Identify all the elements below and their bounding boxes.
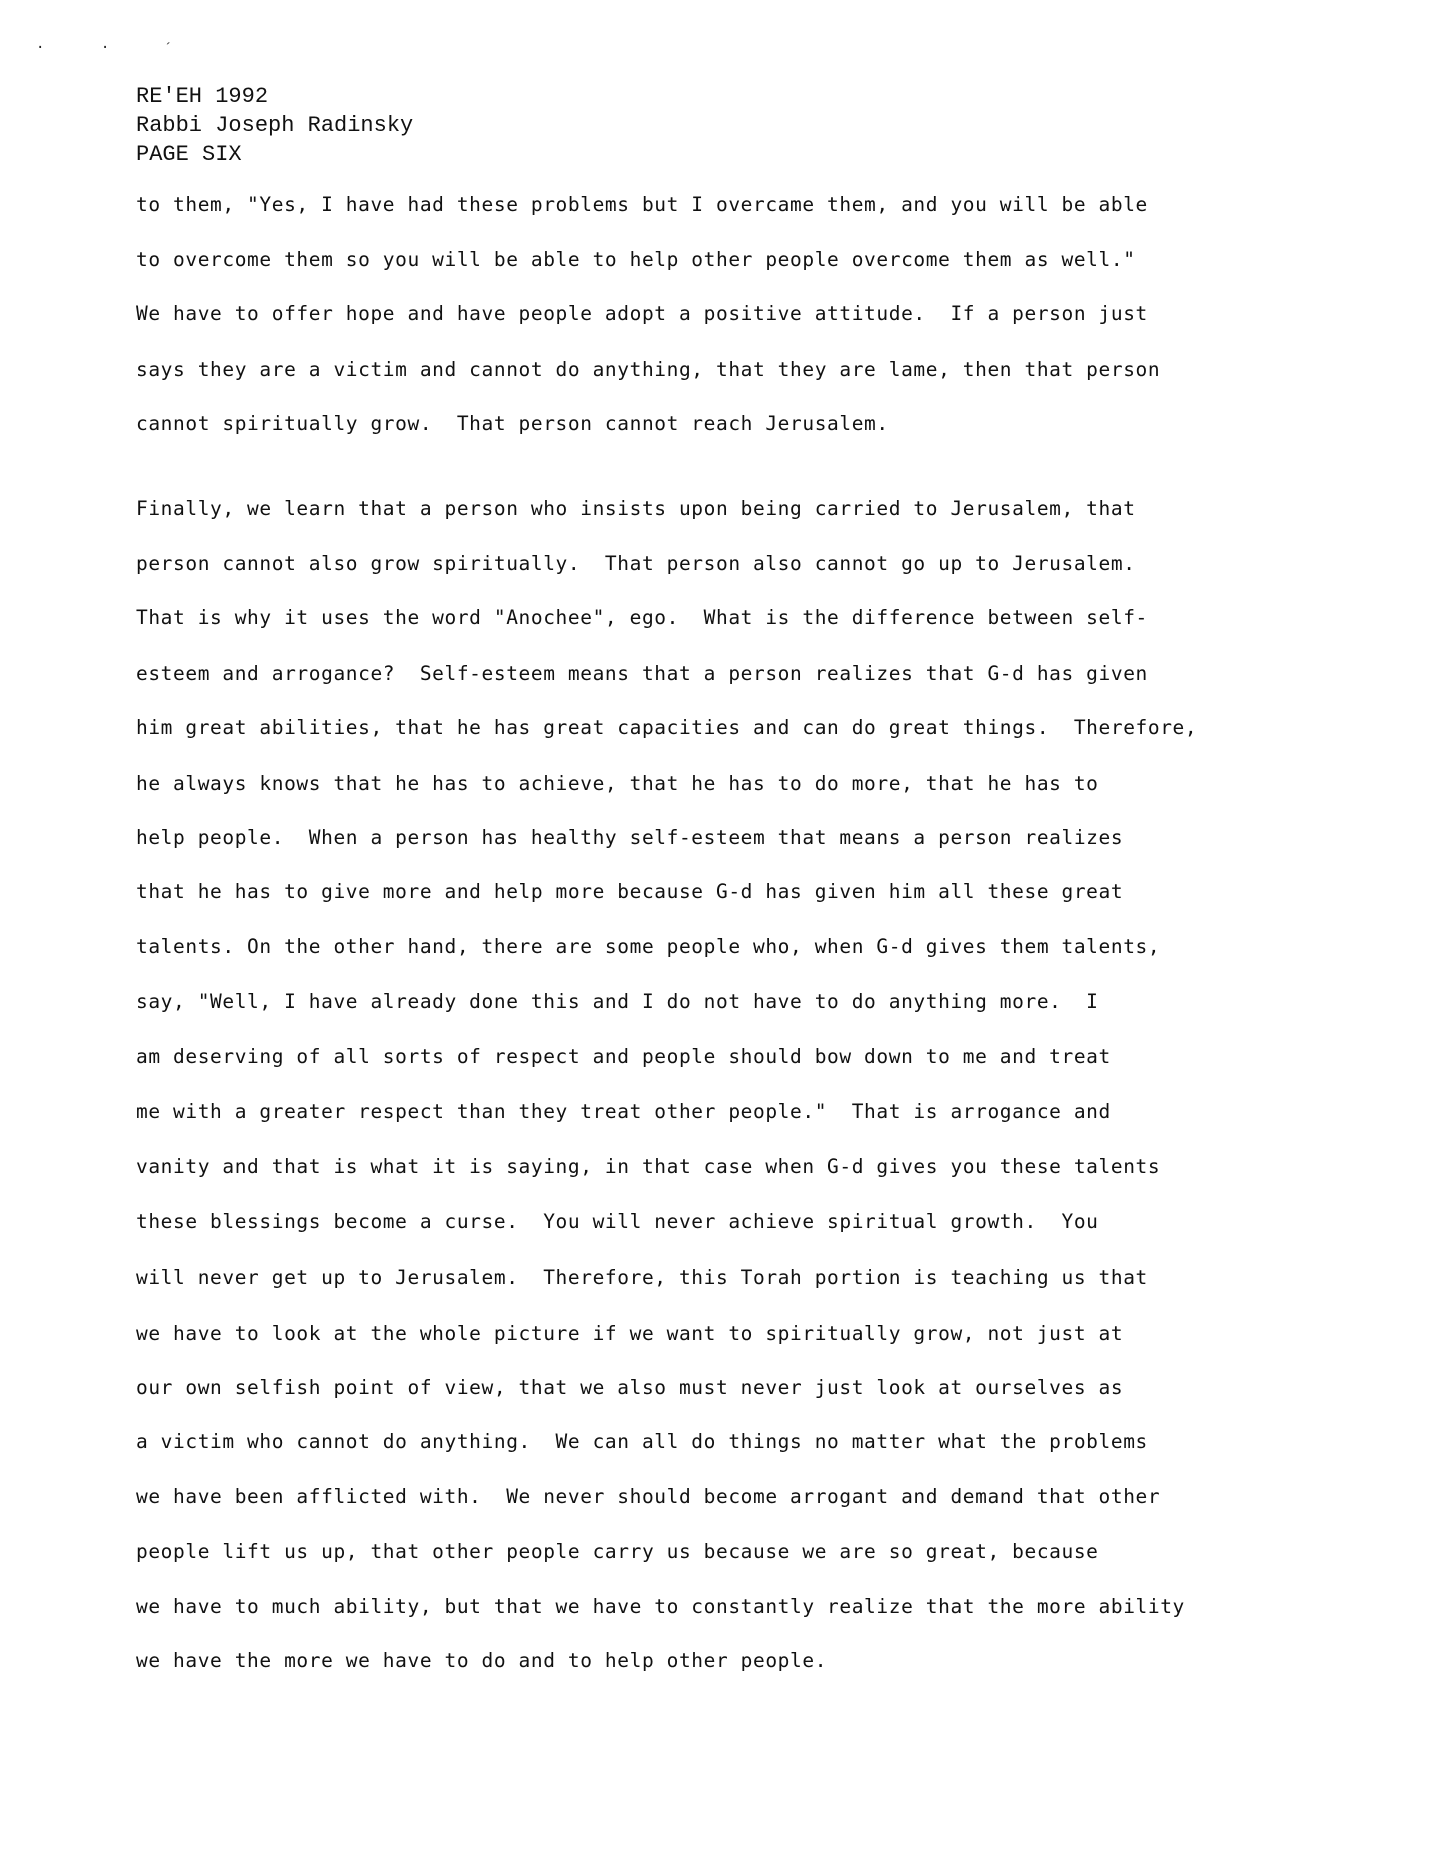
text-line: we have to much ability, but that we have to constantly realize that the more ability	[136, 1595, 1185, 1618]
text-line: to them, "Yes, I have had these problems but I overcame them, and you will be able	[136, 193, 1148, 216]
text-line: our own selfish point of view, that we also must never just look at ourselves as	[136, 1376, 1124, 1399]
text-line: am deserving of all sorts of respect and people should bow down to me and treat	[136, 1045, 1111, 1068]
text-line: people lift us up, that other people carry us because we are so great, because	[136, 1540, 1099, 1563]
text-line: Finally, we learn that a person who insists upon being carried to Jerusalem, that	[136, 497, 1136, 520]
document-header	[136, 82, 413, 169]
text-line: we have the more we have to do and to help other people.	[136, 1649, 828, 1672]
text-line: We have to offer hope and have people adopt a positive attitude. If a person just	[136, 302, 1148, 325]
text-line: vanity and that is what it is saying, in that case when G-d gives you these talents	[136, 1155, 1161, 1178]
text-line: that he has to give more and help more because G-d has given him all these great	[136, 880, 1124, 903]
text-line: to overcome them so you will be able to help other people overcome them as well."	[136, 248, 1136, 271]
header-author: Rabbi Joseph Radinsky	[136, 113, 414, 138]
text-line: him great abilities, that he has great capacities and can do great things. Therefore,	[136, 716, 1198, 739]
text-line: me with a greater respect than they treat other people." That is arrogance and	[136, 1100, 1111, 1123]
text-line: a victim who cannot do anything. We can all do things no matter what the problems	[136, 1430, 1148, 1453]
text-line: cannot spiritually grow. That person cannot reach Jerusalem.	[136, 412, 889, 435]
text-line: That is why it uses the word "Anochee", ego. What is the difference between self-	[136, 606, 1148, 629]
text-line: help people. When a person has healthy self-esteem that means a person realizes	[136, 826, 1124, 849]
text-line: talents. On the other hand, there are some people who, when G-d gives them talents,	[136, 935, 1161, 958]
text-line: we have to look at the whole picture if we want to spiritually grow, not just at	[136, 1322, 1124, 1345]
text-line: say, "Well, I have already done this and I do not have to do anything more. I	[136, 990, 1099, 1013]
header-title: RE'EH 1992	[136, 84, 269, 109]
text-line: esteem and arrogance? Self-esteem means that a person realizes that G-d has given	[136, 662, 1148, 685]
text-line: we have been afflicted with. We never should become arrogant and demand that other	[136, 1485, 1161, 1508]
scan-artifacts: · · ˊ	[36, 40, 195, 56]
text-line: these blessings become a curse. You will never achieve spiritual growth. You	[136, 1210, 1099, 1233]
header-page-number: PAGE SIX	[136, 142, 242, 167]
text-line: says they are a victim and cannot do anything, that they are lame, then that person	[136, 358, 1161, 381]
text-line: person cannot also grow spiritually. That person also cannot go up to Jerusalem.	[136, 552, 1136, 575]
text-line: he always knows that he has to achieve, that he has to do more, that he has to	[136, 772, 1099, 795]
text-line: will never get up to Jerusalem. Therefore, this Torah portion is teaching us that	[136, 1266, 1148, 1289]
